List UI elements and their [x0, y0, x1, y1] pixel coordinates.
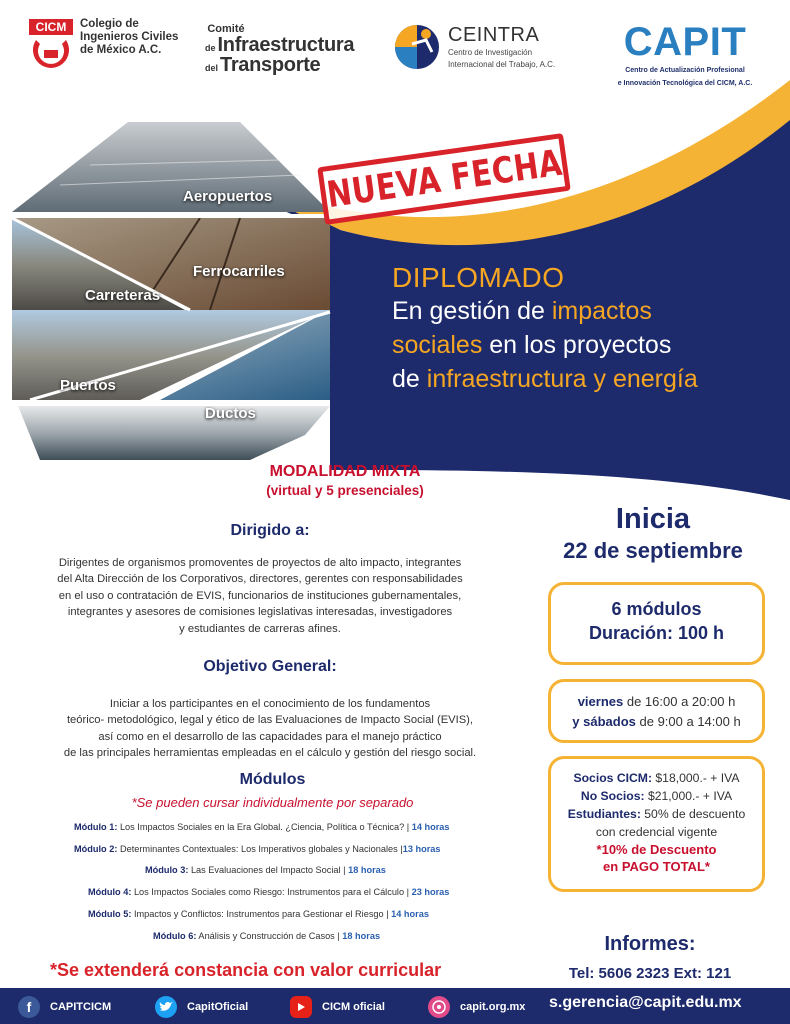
- photo-collage: [0, 100, 340, 460]
- cicm-line2: Ingenieros Civiles: [80, 31, 179, 43]
- module-item: [88, 887, 449, 897]
- modulos-note: *Se pueden cursar individualmente por separado: [131, 795, 414, 810]
- facebook-icon: [18, 996, 40, 1018]
- svg-text:CICM: CICM: [35, 20, 67, 34]
- duration-box: [548, 582, 765, 665]
- module-hours: 23 horas: [411, 887, 450, 897]
- objetivo-text: [0, 696, 540, 762]
- module-text: Impactos y Conflictos: Instrumentos para Gestionar el Riesgo |: [131, 909, 392, 919]
- title-line3-a: de: [392, 365, 427, 393]
- module-item: [145, 865, 386, 875]
- price-socios-value: $18,000.- + IVA: [652, 771, 740, 785]
- price-estudiantes-value: 50% de descuento: [640, 807, 746, 821]
- label-aeropuertos: Aeropuertos: [183, 188, 273, 205]
- price-estudiantes-label: Estudiantes:: [567, 807, 641, 821]
- cicm-line1: Colegio de: [80, 18, 139, 30]
- objetivo-line: teórico- metodológico, legal y ético de las Evaluaciones de Impacto Social (EVIS),: [66, 714, 474, 727]
- dirigido-text: [0, 555, 520, 637]
- module-hours: 14 horas: [391, 909, 429, 919]
- schedule-day2: y sábados: [572, 714, 636, 729]
- svg-text:f: f: [26, 1000, 32, 1014]
- duration-value: Duración: 100 h: [588, 623, 725, 643]
- module-label: Módulo 6:: [153, 931, 197, 941]
- photo-ductos: [18, 406, 330, 460]
- ceintra-globe-icon: [392, 22, 442, 72]
- modalidad-line2: (virtual y 5 presenciales): [266, 483, 424, 498]
- comite-word1: Infraestructura: [217, 34, 355, 56]
- twitter-link[interactable]: [155, 996, 248, 1018]
- objetivo-line: Iniciar a los participantes en el conocimiento de los fundamentos: [109, 698, 431, 710]
- comite-label: Comité: [207, 23, 245, 35]
- module-label: Módulo 2:: [74, 844, 118, 854]
- diplomado-title: [392, 262, 790, 396]
- dirigido-line: Dirigentes de organismos promoventes de proyectos de alto impacto, integrantes: [58, 557, 462, 569]
- promo-line2: en PAGO TOTAL*: [603, 859, 710, 874]
- start-date: [518, 503, 788, 564]
- module-label: Módulo 3:: [145, 865, 189, 875]
- photo-aeropuertos: [12, 122, 330, 212]
- price-estudiantes-note: con credencial vigente: [595, 825, 718, 839]
- module-hours: 18 horas: [342, 931, 381, 941]
- price-socios: [551, 769, 762, 787]
- title-line1: [392, 294, 790, 328]
- price-nosocios-label: No Socios:: [580, 789, 645, 803]
- label-ferrocarriles: Ferrocarriles: [193, 263, 285, 280]
- dirigido-line: y estudiantes de carreras afines.: [179, 622, 341, 635]
- module-hours: 14 horas: [411, 822, 450, 832]
- dirigido-line: del Alta Dirección de los Corporativos, directores, gerentes con responsabilidades: [57, 573, 463, 586]
- promo-line1: *10% de Descuento: [596, 842, 717, 857]
- schedule-box: [548, 679, 765, 743]
- price-socios-label: Socios CICM:: [573, 771, 653, 785]
- modalidad-line1: MODALIDAD MIXTA: [269, 463, 421, 480]
- cicm-line3: de México A.C.: [80, 44, 162, 56]
- cicm-logo: [28, 18, 178, 78]
- comite-prefix2: del: [205, 63, 219, 73]
- capit-line2: e Innovación Tecnológica del CICM, A.C.: [617, 80, 753, 87]
- title-kicker: DIPLOMADO: [392, 262, 565, 293]
- start-date-value: 22 de septiembre: [563, 538, 743, 563]
- schedule-day1: viernes: [577, 694, 624, 709]
- module-hours: 13 horas: [402, 844, 441, 854]
- module-item: [74, 844, 441, 854]
- schedule-line1: [551, 692, 762, 712]
- modalidad: [210, 463, 480, 498]
- dirigido-heading: Dirigido a:: [230, 522, 310, 539]
- modulos-heading: Módulos: [239, 771, 306, 788]
- website-link[interactable]: [428, 996, 525, 1018]
- price-nosocios-value: $21,000.- + IVA: [644, 789, 733, 803]
- title-line2: [392, 328, 790, 362]
- title-line1-a: En gestión de: [392, 297, 552, 325]
- twitter-handle: CapitOficial: [187, 1001, 249, 1013]
- schedule-time1: de 16:00 a 20:00 h: [623, 694, 736, 709]
- module-item: [88, 909, 429, 919]
- module-text: Determinantes Contextuales: Los Imperativos globales y Nacionales |: [117, 844, 403, 854]
- pricing-box: [548, 756, 765, 892]
- capit-name: CAPIT: [623, 20, 747, 64]
- cicm-emblem-icon: [28, 18, 74, 78]
- title-line2-a: sociales: [392, 331, 483, 359]
- capit-logo: [585, 22, 785, 88]
- youtube-handle: CICM oficial: [322, 1001, 385, 1013]
- module-text: Las Evaluaciones del Impacto Social |: [188, 865, 349, 875]
- module-label: Módulo 5:: [88, 909, 132, 919]
- facebook-link[interactable]: [18, 996, 111, 1018]
- facebook-handle: CAPITCICM: [50, 1001, 112, 1013]
- informes-heading: Informes:: [604, 933, 696, 955]
- ceintra-line1: Centro de Investigación: [448, 48, 533, 57]
- module-item: [74, 822, 450, 832]
- contact-email[interactable]: s.gerencia@capit.edu.mx: [549, 994, 742, 1011]
- youtube-link[interactable]: [290, 996, 385, 1018]
- header-logos: [0, 0, 790, 100]
- module-text: Los Impactos Sociales como Riesgo: Instrumentos para el Cálculo |: [131, 887, 412, 897]
- start-label: Inicia: [615, 503, 691, 535]
- schedule-line2: [551, 712, 762, 732]
- modules-count: 6 módulos: [611, 599, 702, 619]
- comite-logo: [205, 24, 354, 75]
- module-text: Los Impactos Sociales en la Era Global. ¿Ciencia, Política o Técnica? |: [117, 822, 412, 832]
- label-carreteras: Carreteras: [85, 287, 161, 304]
- schedule-time2: de 9:00 a 14:00 h: [635, 714, 741, 729]
- capit-line1: Centro de Actualización Profesional: [625, 67, 745, 74]
- globe-icon: [428, 996, 450, 1018]
- ceintra-name: CEINTRA: [448, 24, 540, 46]
- dirigido-line: en el uso o contratación de EVIS, funcionarios de instituciones gubernamentales,: [58, 589, 462, 602]
- title-line3: [392, 362, 790, 396]
- objetivo-line: así como en el desarrollo de las capacidades para el manejo práctico: [98, 730, 442, 743]
- comite-word2: Transporte: [220, 54, 321, 76]
- website-url: capit.org.mx: [460, 1001, 526, 1013]
- constancia-note: *Se extenderá constancia con valor curricular: [50, 960, 442, 980]
- module-hours: 18 horas: [348, 865, 386, 875]
- objetivo-line: de las principales herramientas empleadas en el cálculo y gestión del riesgo social.: [63, 747, 477, 760]
- label-puertos: Puertos: [60, 377, 116, 394]
- module-text: Análisis y Construcción de Casos |: [196, 931, 343, 941]
- title-line2-b: en los proyectos: [482, 331, 672, 359]
- dirigido-line: integrantes y asesores de comisiones legislativas interesadas, investigadores: [67, 606, 453, 619]
- comite-prefix1: de: [205, 43, 216, 53]
- title-line1-b: impactos: [551, 297, 652, 325]
- youtube-icon: [290, 996, 312, 1018]
- stamp-text: NUEVA FECHA: [323, 142, 565, 216]
- price-estudiantes: [551, 805, 762, 823]
- module-label: Módulo 1:: [74, 822, 118, 832]
- module-label: Módulo 4:: [88, 887, 132, 897]
- price-nosocios: [551, 787, 762, 805]
- ceintra-line2: Internacional del Trabajo, A.C.: [448, 60, 556, 69]
- ceintra-logo: [392, 22, 555, 72]
- label-ductos: Ductos: [205, 405, 256, 422]
- module-item: [153, 931, 380, 941]
- phone-number[interactable]: Tel: 5606 2323 Ext: 121: [568, 965, 732, 982]
- title-line3-b: infraestructura y energía: [426, 365, 698, 393]
- twitter-icon: [155, 996, 177, 1018]
- objetivo-heading: Objetivo General:: [203, 658, 337, 675]
